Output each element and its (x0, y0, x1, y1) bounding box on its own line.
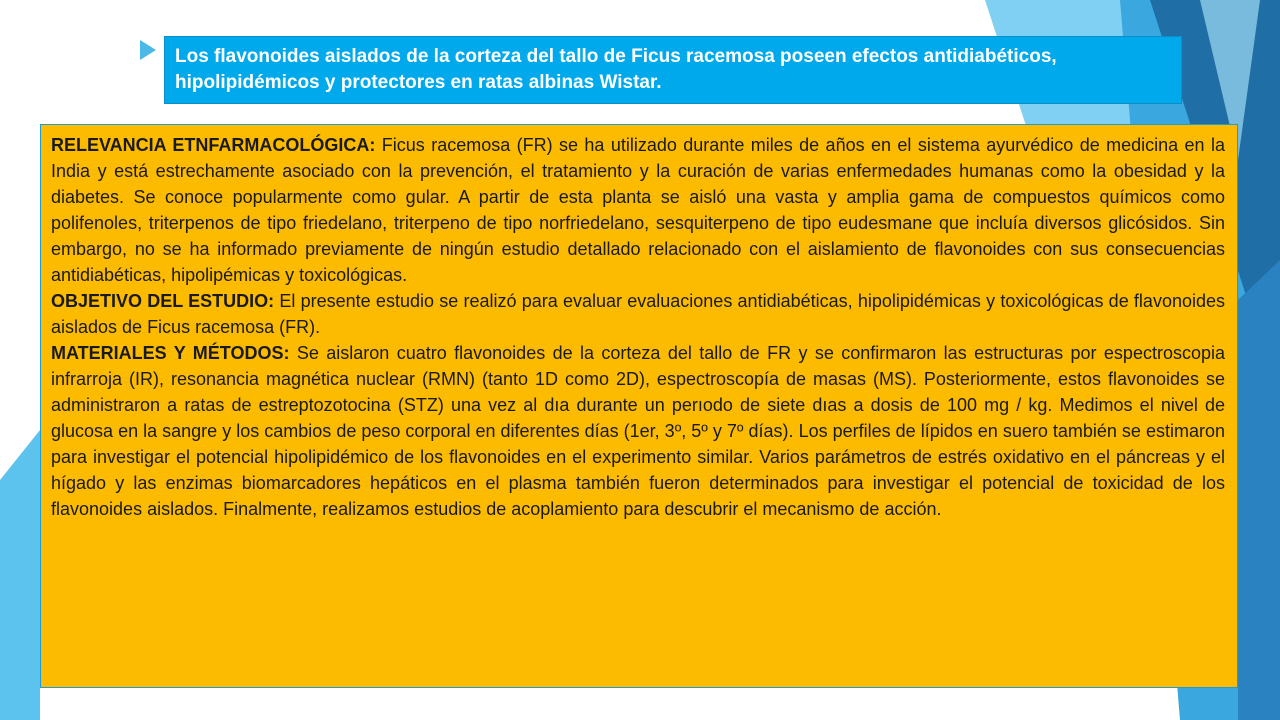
slide-title: Los flavonoides aislados de la corteza del tallo de Ficus racemosa poseen efectos antidiabéticos, hipolipidémicos y protectores en ratas albinas Wistar. (175, 46, 1057, 93)
arrow-icon (140, 40, 156, 60)
section-relevance (51, 132, 1225, 288)
section-methods (51, 340, 1225, 522)
section-relevance-label: RELEVANCIA ETNFARMACOLÓGICA: (51, 135, 376, 155)
abstract-content-box (40, 124, 1238, 688)
section-methods-label: MATERIALES Y MÉTODOS: (51, 343, 290, 363)
right-facet-deep (1238, 260, 1280, 720)
left-facet (0, 430, 40, 720)
section-methods-text: Se aislaron cuatro flavonoides de la corteza del tallo de FR y se confirmaron las estructuras por espectroscopia infrarroja (IR), resonancia magnética nuclear (RMN) (tanto 1D como 2D), espectroscopía de masas (MS). Posteriormente, estos flavonoides se administraron a ratas de estreptozotocina (STZ) una vez al dıa durante un perıodo de siete dıas a dosis de 100 mg / kg. Medimos el nivel de glucosa en la sangre y los cambios de peso corporal en diferentes días (1er, 3º, 5º y 7º días). Los perfiles de lípidos en suero también se estimaron para investigar el potencial hipolipidémico de los flavonoides en el experimento similar. Varios parámetros de estrés oxidativo en el páncreas y el hígado y las enzimas biomarcadores hepáticos en el plasma también fueron determinados para investigar el potencial de toxicidad de los flavonoides aislados. Finalmente, realizamos estudios de acoplamiento para descubrir el mecanismo de acción. (51, 343, 1225, 519)
section-objective-label: OBJETIVO DEL ESTUDIO: (51, 291, 275, 311)
section-objective-text: El presente estudio se realizó para evaluar evaluaciones antidiabéticas, hipolipidémicas y toxicológicas de flavonoides aislados de Ficus racemosa (FR). (51, 291, 1225, 337)
slide-title-box (164, 36, 1182, 104)
section-relevance-text: Ficus racemosa (FR) se ha utilizado durante miles de años en el sistema ayurvédico de medicina en la India y está estrechamente asociado con la prevención, el tratamiento y la curación de varias enfermedades humanas como la obesidad y la diabetes. Se conoce popularmente como gular. A partir de esta planta se aisló una vasta y amplia gama de compuestos químicos como polifenoles, triterpenos de tipo friedelano, triterpeno de tipo norfriedelano, sesquiterpeno de tipo eudesmane que incluía diversos glicósidos. Sin embargo, no se ha informado previamente de ningún estudio detallado relacionado con el aislamiento de flavonoides con sus consecuencias antidiabéticas, hipolipémicas y toxicológicas. (51, 135, 1225, 285)
section-objective (51, 288, 1225, 340)
